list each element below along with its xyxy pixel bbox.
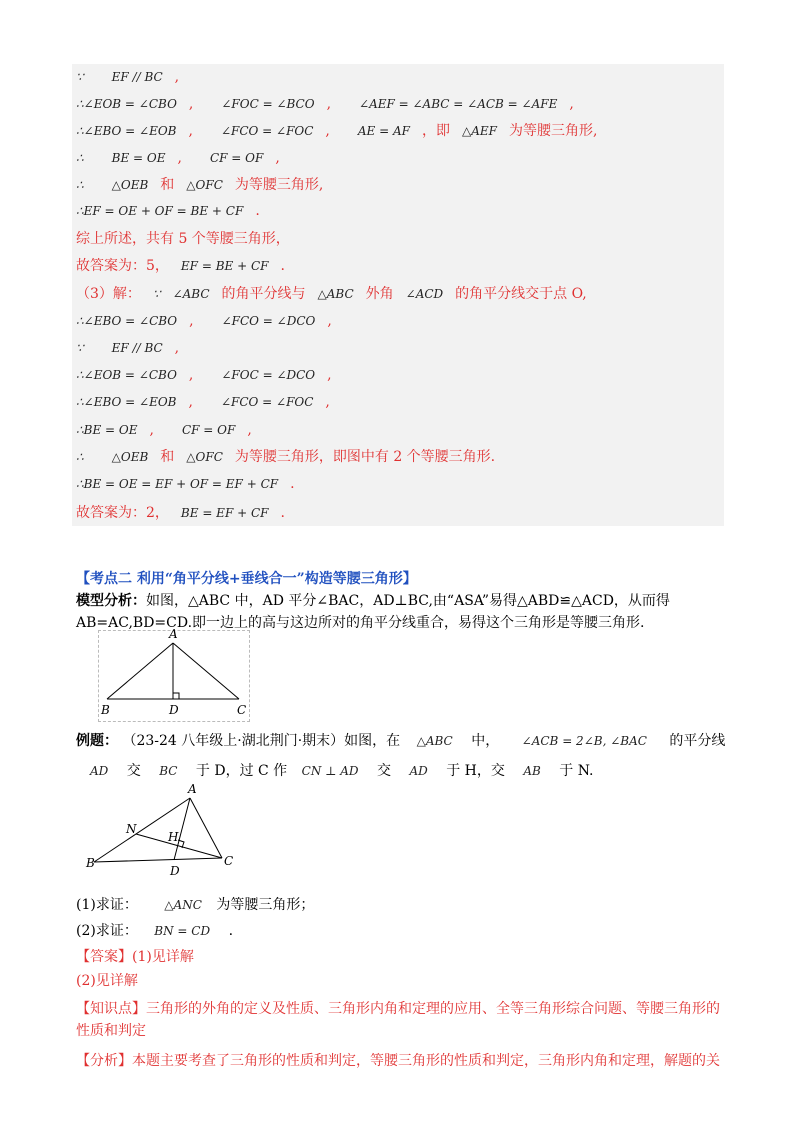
fig2-label-c: C bbox=[224, 854, 234, 868]
solution-line-part: , bbox=[325, 123, 330, 139]
solution-line bbox=[76, 149, 308, 167]
solution-line-part: ∠ABC bbox=[172, 287, 210, 301]
fig2-label-b: B bbox=[86, 856, 95, 870]
solution-line-part: ∠FOC = ∠BCO bbox=[221, 97, 315, 111]
figure-isosceles-triangle bbox=[98, 627, 250, 722]
solution-line-part: CF = OF bbox=[209, 151, 264, 165]
example-text-f: 交 bbox=[376, 763, 391, 779]
solution-line-part: 故答案为：2， bbox=[76, 505, 169, 521]
solution-line-part: , bbox=[188, 123, 193, 139]
model-text: 如图，△ABC 中，AD 平分∠BAC，AD⊥BC,由“ASA”易得△ABD≌△ACD，从而得 AB=AC,BD=CD.即一边上的高与这边所对的角平分线重合，易得这个三角形是等腰三角形. bbox=[76, 593, 670, 631]
solution-line-part: , bbox=[188, 96, 194, 112]
solution-line-part: 和 bbox=[160, 449, 175, 465]
solution-line-part: EF // BC bbox=[111, 341, 163, 355]
solution-line-part: , bbox=[189, 313, 194, 329]
solution-line-part: BE = OE bbox=[111, 151, 166, 165]
question-2 bbox=[76, 920, 726, 942]
solution-line-part: , bbox=[275, 150, 280, 166]
fig2-label-h: H bbox=[168, 830, 179, 844]
answer-1: (1)见详解 bbox=[132, 949, 194, 965]
solution-line bbox=[76, 257, 313, 275]
solution-line-part: ∴BE = OE = EF + OF = EF + CF bbox=[76, 477, 279, 491]
fig1-side-ac bbox=[173, 643, 239, 699]
example-line-1 bbox=[76, 730, 726, 752]
solution-line-part: , bbox=[174, 340, 180, 356]
example-math-abc: △ABC bbox=[416, 734, 453, 748]
analysis-text: 本题主要考查了三角形的性质和判定，等腰三角形的性质和判定，三角形内角和定理，解题的关 bbox=[132, 1053, 720, 1069]
solution-line-part: ∴EF = OE + OF = BE + CF bbox=[76, 204, 244, 218]
example-line-2 bbox=[90, 760, 740, 782]
fig2-perpendicular-cn bbox=[136, 834, 222, 858]
example-text-e: 于 D，过 C 作 bbox=[195, 763, 288, 779]
solution-line bbox=[76, 176, 335, 194]
q1-math: △ANC bbox=[164, 898, 202, 912]
solution-line-part: ∠ACD bbox=[405, 287, 444, 301]
example-text-h: 于 N. bbox=[559, 763, 594, 779]
fig2-label-n: N bbox=[126, 822, 137, 836]
q2-math: BN = CD bbox=[154, 924, 211, 938]
example-label: 例题： bbox=[76, 733, 118, 749]
fig1-side-ab bbox=[107, 643, 173, 699]
analysis-tag: 【分析】 bbox=[76, 1053, 132, 1069]
solution-line-part: , bbox=[174, 69, 180, 85]
solution-line-part: , bbox=[149, 422, 154, 438]
solution-line-prefix: ∵ bbox=[76, 70, 84, 84]
solution-line bbox=[76, 475, 323, 493]
model-label: 模型分析： bbox=[76, 593, 146, 609]
solution-line bbox=[76, 230, 302, 248]
example-text-b: 中， bbox=[471, 733, 500, 749]
fig1-label-b: B bbox=[101, 703, 110, 717]
answer-line-2: (2)见详解 bbox=[76, 973, 138, 989]
solution-line-part: ∴∠EOB = ∠CBO bbox=[76, 97, 177, 111]
solution-line-part: ，即 bbox=[421, 123, 450, 139]
solution-line-part: AE = AF bbox=[357, 124, 410, 138]
solution-line-part: （3）解： bbox=[76, 286, 141, 302]
solution-line-part: ∠FCO = ∠DCO bbox=[221, 314, 316, 328]
solution-line-part: , bbox=[326, 96, 332, 112]
solution-line-part: 外角 bbox=[365, 286, 394, 302]
solution-line bbox=[76, 312, 360, 330]
section-title: 【考点二 利用“角平分线+垂线合一”构造等腰三角形】 bbox=[76, 571, 417, 587]
solution-line bbox=[76, 202, 288, 220]
solution-line bbox=[76, 339, 207, 357]
solution-line-part: △OFC bbox=[186, 450, 223, 464]
q2-pre: (2)求证： bbox=[76, 923, 138, 939]
solution-line-part: ∴∠EBO = ∠EOB bbox=[76, 124, 177, 138]
solution-line-part: , bbox=[177, 150, 182, 166]
solution-line-part: ∵ bbox=[152, 287, 161, 301]
solution-line-part: △ABC bbox=[317, 287, 354, 301]
solution-line bbox=[76, 122, 609, 140]
solution-line bbox=[76, 421, 280, 439]
knowledge-text: 三角形的外角的定义及性质、三角形内角和定理的应用、全等三角形综合问题、等腰三角形的性质和判定 bbox=[76, 1001, 720, 1039]
answer-tag: 【答案】 bbox=[76, 949, 132, 965]
example-text-g: 于 H，交 bbox=[446, 763, 505, 779]
solution-line-part: 的角平分线交于点 O, bbox=[455, 286, 587, 302]
knowledge-point bbox=[76, 998, 726, 1042]
example-text-d: 交 bbox=[126, 763, 141, 779]
solution-line-part: ∴BE = OE bbox=[76, 423, 138, 437]
solution-line bbox=[76, 68, 207, 86]
solution-line-prefix: ∴ bbox=[76, 450, 84, 464]
solution-line bbox=[76, 393, 358, 411]
solution-line-part: 的角平分线与 bbox=[221, 286, 306, 302]
solution-line-part: BE = EF + CF bbox=[180, 506, 269, 520]
solution-line-part: EF // BC bbox=[111, 70, 163, 84]
fig2-label-d: D bbox=[170, 864, 180, 878]
solution-line-part: ∠FCO = ∠FOC bbox=[220, 124, 314, 138]
figure2-svg bbox=[84, 784, 244, 884]
solution-line bbox=[76, 504, 313, 522]
fig1-right-angle-mark bbox=[173, 693, 179, 699]
fig2-side-ac bbox=[190, 798, 222, 858]
fig2-side-bc bbox=[94, 858, 222, 862]
analysis bbox=[76, 1050, 726, 1072]
solution-line-part: ∴∠EBO = ∠EOB bbox=[76, 395, 177, 409]
solution-line-part: ∠AEF = ∠ABC = ∠ACB = ∠AFE bbox=[359, 97, 558, 111]
q1-post: 为等腰三角形； bbox=[216, 897, 315, 913]
q2-post: . bbox=[228, 923, 234, 939]
solution-line-part: . bbox=[290, 476, 295, 492]
solution-line bbox=[76, 95, 602, 113]
solution-line-part: CF = OF bbox=[181, 423, 236, 437]
solution-line bbox=[76, 285, 599, 303]
solution-line bbox=[76, 448, 507, 466]
solution-line-part: EF = BE + CF bbox=[180, 259, 269, 273]
solution-line-part: . bbox=[255, 203, 260, 219]
solution-line-part: 为等腰三角形，即图中有 2 个等腰三角形. bbox=[234, 449, 496, 465]
solution-line-part: , bbox=[247, 422, 252, 438]
solution-line-part: 综上所述，共有 5 个等腰三角形， bbox=[76, 231, 290, 247]
solution-line-part: . bbox=[280, 258, 285, 274]
solution-line-prefix: ∴ bbox=[76, 178, 84, 192]
solution-line-part: 为等腰三角形, bbox=[508, 123, 598, 139]
example-math-angles: ∠ACB = 2∠B, ∠BAC bbox=[521, 734, 647, 748]
figure-example-triangle bbox=[84, 784, 244, 884]
fig2-label-a: A bbox=[188, 782, 197, 796]
fig1-label-a: A bbox=[169, 627, 178, 641]
fig1-label-c: C bbox=[237, 703, 247, 717]
solution-line-part: , bbox=[188, 367, 194, 383]
example-math-cn-perp-ad: CN ⊥ AD bbox=[301, 764, 359, 778]
answer-line-1 bbox=[76, 946, 726, 968]
example-text-a: （23-24 八年级上·湖北荆门·期末）如图，在 bbox=[122, 733, 401, 749]
example-math-ad-2: AD bbox=[409, 764, 428, 778]
knowledge-tag: 【知识点】 bbox=[76, 1001, 146, 1017]
solution-line-part: 故答案为：5， bbox=[76, 258, 169, 274]
solution-line bbox=[76, 366, 360, 384]
q1-pre: (1)求证： bbox=[76, 897, 138, 913]
solution-line-part: ∴∠EBO = ∠CBO bbox=[76, 314, 178, 328]
solution-line-part: , bbox=[327, 313, 332, 329]
question-1 bbox=[76, 894, 726, 916]
solution-line-part: , bbox=[325, 394, 330, 410]
solution-line-part: 和 bbox=[160, 177, 175, 193]
solution-line-part: , bbox=[327, 367, 332, 383]
solution-line-part: △AEF bbox=[461, 124, 497, 138]
fig1-label-d: D bbox=[169, 703, 179, 717]
solution-line-prefix: ∴ bbox=[76, 151, 84, 165]
example-math-bc: BC bbox=[159, 764, 178, 778]
example-text-c: 的平分线 bbox=[669, 733, 726, 749]
solution-line-part: , bbox=[569, 96, 574, 112]
solution-line-part: 为等腰三角形, bbox=[234, 177, 324, 193]
solution-line-part: △OEB bbox=[111, 450, 149, 464]
example-math-ab: AB bbox=[523, 764, 541, 778]
solution-line-part: ∠FOC = ∠DCO bbox=[221, 368, 316, 382]
solution-line-part: , bbox=[188, 394, 193, 410]
solution-line-part: △OEB bbox=[111, 178, 149, 192]
solution-line-part: ∴∠EOB = ∠CBO bbox=[76, 368, 177, 382]
solution-line-part: . bbox=[280, 505, 285, 521]
solution-line-part: △OFC bbox=[186, 178, 223, 192]
example-math-ad: AD bbox=[90, 764, 109, 778]
solution-line-part: ∠FCO = ∠FOC bbox=[220, 395, 314, 409]
solution-line-prefix: ∵ bbox=[76, 341, 84, 355]
